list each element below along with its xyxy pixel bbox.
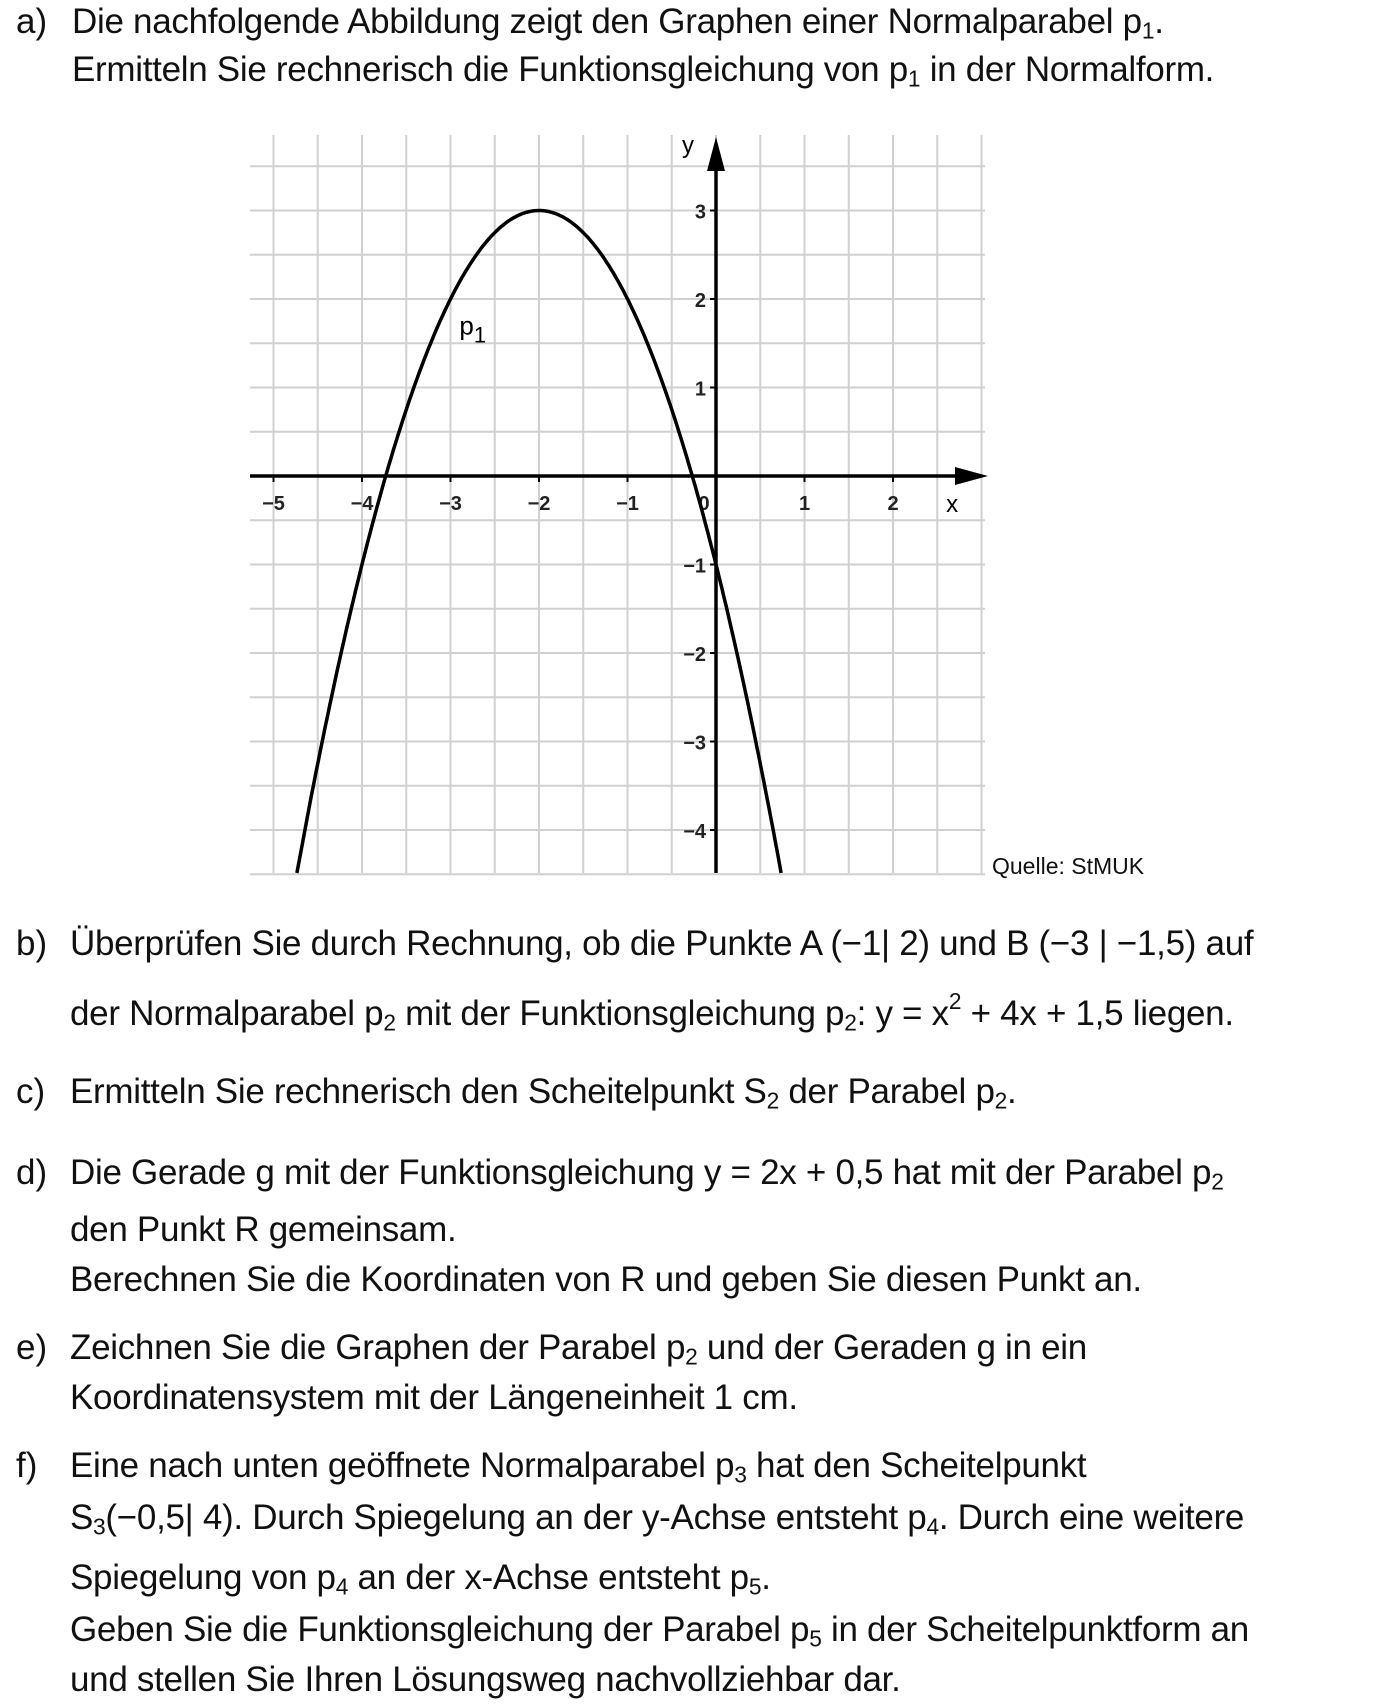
- task-c-text: der Parabel p: [778, 1072, 995, 1111]
- y-tick-label: 2: [694, 290, 706, 312]
- task-d-text: hat mit der Parabel p: [883, 1153, 1212, 1192]
- task-c-text: Ermitteln Sie rechnerisch den Scheitelpunkt: [70, 1072, 744, 1111]
- x-tick-label: −3: [439, 493, 462, 515]
- task-f-line3: [70, 1558, 771, 1598]
- source-credit: Quelle: StMUK: [992, 853, 1145, 879]
- y-tick-label: 3: [694, 201, 706, 224]
- task-d-line1: [70, 1153, 1224, 1193]
- task-b-text: der Normalparabel p: [70, 994, 384, 1033]
- task-a-text: .: [1154, 2, 1164, 41]
- subscript: 4: [335, 1573, 349, 1600]
- equation-part: y = x: [875, 994, 949, 1033]
- equation-g: y = 2x + 0,5: [703, 1153, 884, 1192]
- ticks: [262, 202, 898, 844]
- y-tick-label: −3: [683, 732, 706, 755]
- y-axis-arrow-icon: [707, 137, 725, 171]
- task-b-text: und: [929, 924, 1007, 963]
- vertex-s3: S: [70, 1498, 94, 1537]
- x-tick-label: −4: [350, 493, 374, 515]
- task-f-text: hat den Scheitelpunkt: [746, 1446, 1087, 1485]
- task-b-text: :: [856, 994, 876, 1033]
- y-tick-label: −2: [683, 644, 706, 666]
- task-f-text: Spiegelung von p: [70, 1558, 336, 1597]
- task-f-text: in der Scheitelpunktform an: [821, 1610, 1249, 1649]
- task-b-text: auf: [1196, 924, 1254, 963]
- task-f-text: . Durch Spiegelung an der y-Achse entsteht p: [233, 1498, 927, 1537]
- task-f-line1: [70, 1446, 1086, 1486]
- task-f-line5: und stellen Sie Ihren Lösungsweg nachvollziehbar dar.: [70, 1660, 901, 1699]
- subscript: 2: [766, 1087, 779, 1114]
- task-c-text: .: [1006, 1072, 1017, 1111]
- vertex-s3-coordinates: (−0,5| 4): [105, 1498, 234, 1537]
- task-d-text: Die Gerade g mit der Funktionsgleichung: [70, 1153, 704, 1192]
- task-d-line2: den Punkt R gemeinsam.: [70, 1210, 457, 1249]
- task-a-line1: [72, 2, 1164, 42]
- superscript: 2: [948, 988, 962, 1015]
- y-axis-label: y: [682, 132, 694, 159]
- parabola-p1-label: $p_1$: [459, 310, 487, 348]
- task-f-text: Geben Sie die Funktionsgleichung der Parabel p: [70, 1610, 810, 1649]
- task-a-text: Ermitteln Sie rechnerisch die Funktionsgleichung von p: [72, 50, 908, 89]
- x-axis-arrow-icon: [955, 467, 988, 485]
- task-a-marker: a): [16, 2, 48, 41]
- subscript: 2: [994, 1087, 1007, 1114]
- task-e-line1: [70, 1328, 1087, 1368]
- subscript: 2: [685, 1343, 698, 1370]
- task-f-text: . Durch eine weitere: [938, 1498, 1245, 1537]
- task-b-marker: b): [16, 924, 48, 963]
- task-b-line1: [70, 924, 1253, 964]
- task-f-line2: [70, 1498, 1244, 1538]
- subscript: 2: [1211, 1168, 1224, 1195]
- subscript: 4: [926, 1513, 939, 1540]
- subscript: 2: [844, 1009, 857, 1036]
- x-tick-label: −5: [262, 493, 285, 515]
- subscript: 5: [809, 1625, 822, 1652]
- task-d-line3: Berechnen Sie die Koordinaten von R und geben Sie diesen Punkt an.: [70, 1260, 1142, 1299]
- task-f-text: .: [761, 1558, 771, 1597]
- subscript: 1: [907, 65, 921, 92]
- task-f-text: Eine nach unten geöffnete Normalparabel p: [70, 1446, 735, 1485]
- vertex-s2: S: [743, 1072, 767, 1111]
- task-e-text: und der Geraden g in ein: [697, 1328, 1087, 1367]
- task-f-line4: [70, 1610, 1249, 1650]
- y-tick-label: 1: [694, 378, 706, 401]
- equation-p2: [875, 988, 1124, 1033]
- task-a-text: in der Normalform.: [920, 50, 1215, 89]
- task-f-marker: f): [16, 1446, 38, 1485]
- task-c-marker: c): [16, 1072, 46, 1111]
- task-d-marker: d): [16, 1153, 48, 1192]
- subscript: 1: [1141, 17, 1155, 44]
- x-tick-label: 0: [698, 493, 710, 515]
- task-e-line2: Koordinatensystem mit der Längeneinheit 1 cm.: [70, 1378, 798, 1417]
- subscript: 2: [383, 1009, 396, 1036]
- task-e-text: Zeichnen Sie die Graphen der Parabel p: [70, 1328, 686, 1367]
- task-e-marker: e): [16, 1328, 48, 1367]
- x-tick-label: −2: [527, 493, 551, 515]
- point-b: B (−3 | −1,5): [1006, 924, 1197, 963]
- x-axis-label: x: [946, 491, 959, 518]
- x-tick-label: 2: [887, 493, 899, 515]
- point-a: A (−1| 2): [799, 924, 930, 963]
- subscript: 5: [748, 1573, 762, 1600]
- task-b-text: Überprüfen Sie durch Rechnung, ob die Punkte: [70, 924, 800, 963]
- parabola-graph: [250, 125, 1010, 885]
- task-b-line2: [70, 988, 1234, 1036]
- task-f-text: an der x-Achse entsteht p: [348, 1558, 749, 1597]
- task-b-text: liegen.: [1123, 994, 1234, 1033]
- y-tick-label: −1: [683, 555, 706, 578]
- subscript: 3: [734, 1461, 747, 1488]
- task-c-line1: [70, 1072, 1016, 1112]
- x-tick-label: 1: [798, 493, 811, 515]
- x-tick-label: −1: [616, 493, 639, 515]
- task-a-line2: [72, 50, 1214, 90]
- y-tick-label: −4: [683, 821, 706, 843]
- equation-part: + 4x + 1,5: [961, 994, 1124, 1033]
- subscript: 3: [93, 1513, 106, 1540]
- task-b-text: mit der Funktionsgleichung p: [395, 994, 845, 1033]
- task-a-text: Die nachfolgende Abbildung zeigt den Graphen einer Normalparabel p: [72, 2, 1142, 41]
